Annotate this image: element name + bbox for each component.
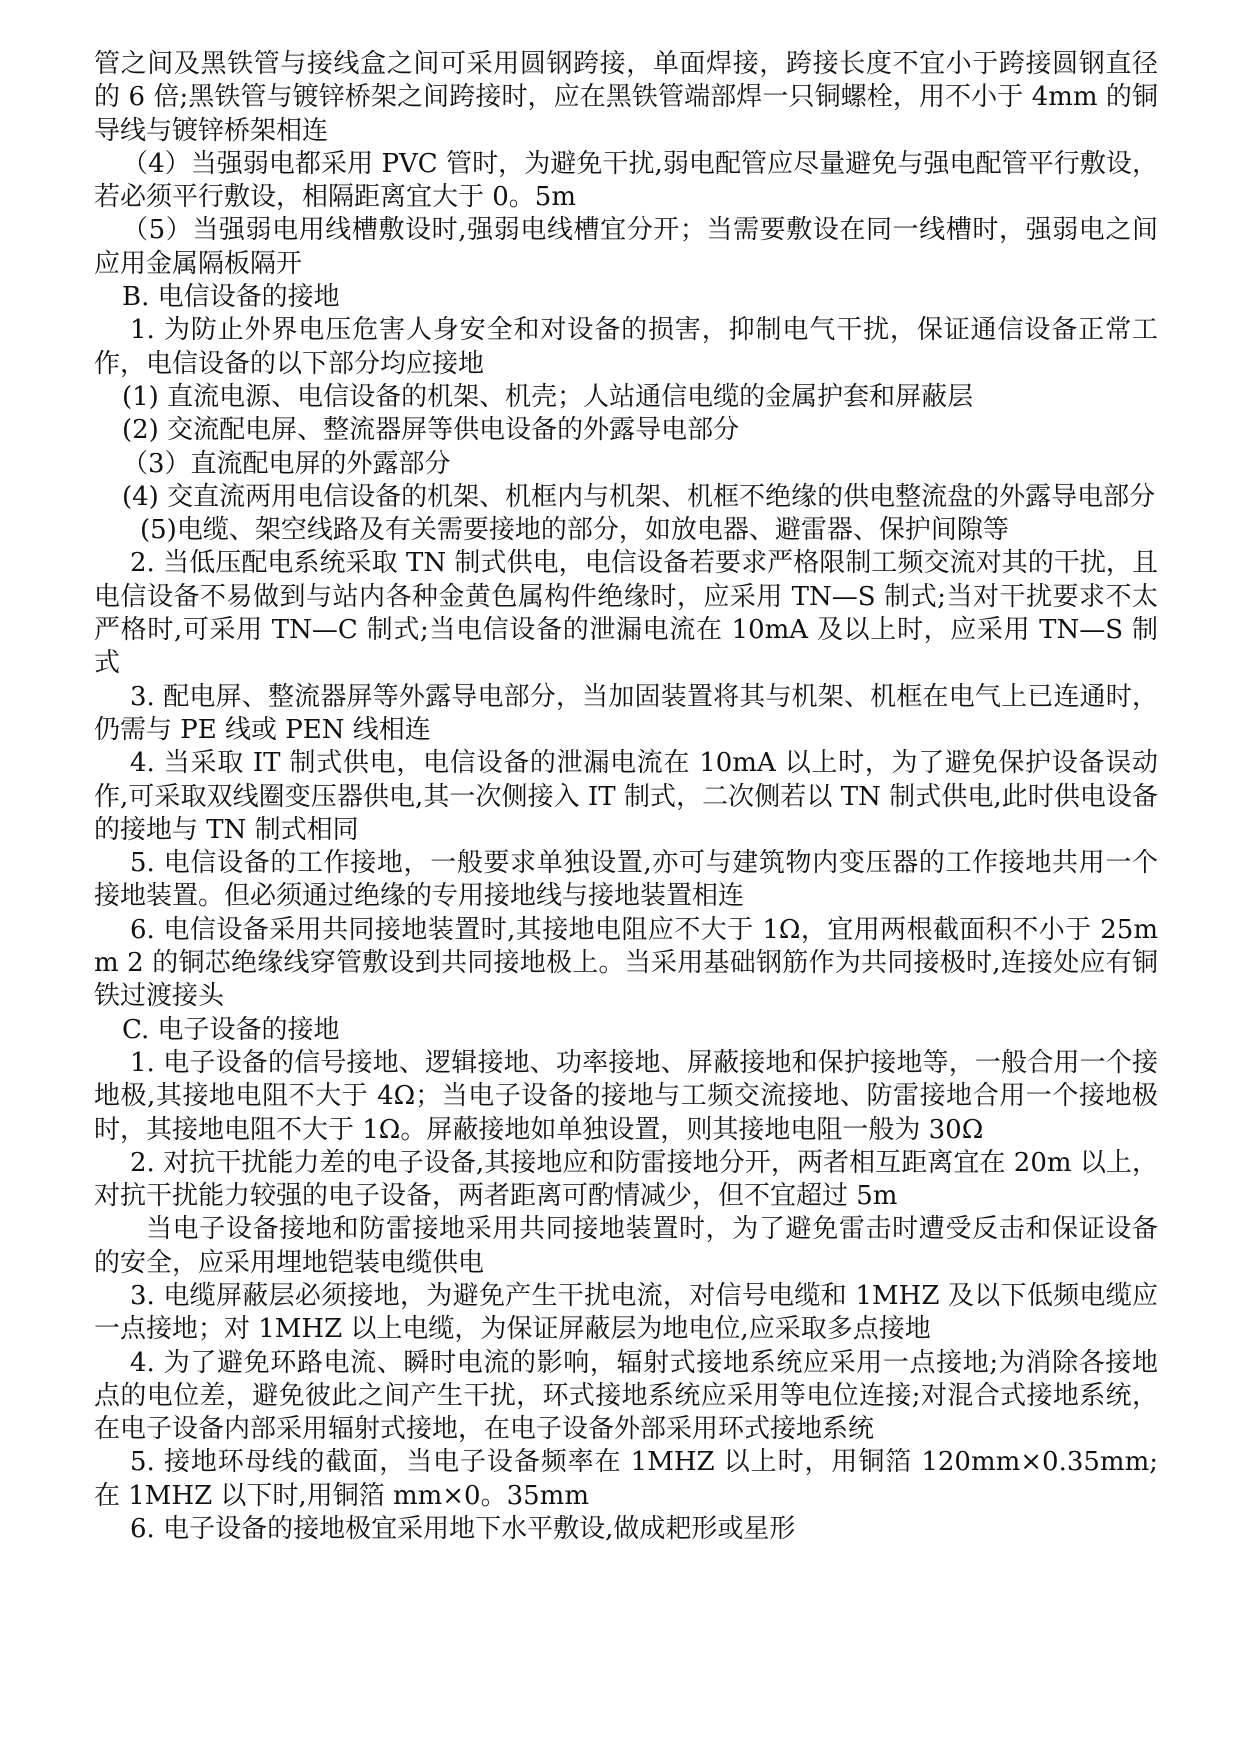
paragraph-c2: 2. 对抗干扰能力差的电子设备,其接地应和防雷接地分开，两者相互距离宜在 20m 以上，对抗干扰能力较强的电子设备，两者距离可酌情减少，但不宜超过 5m <box>94 1147 1158 1212</box>
document-page <box>94 48 1158 1546</box>
paragraph-b1-item-5: (5)电缆、架空线路及有关需要接地的部分，如放电器、避雷器、保护间隙等 <box>140 515 1009 546</box>
paragraph-c6: 6. 电子设备的接地极宜采用地下水平敷设,做成耙形或星形 <box>130 1514 796 1545</box>
paragraph-b6: 6. 电信设备采用共同接地装置时,其接地电阻应不大于 1Ω，宜用两根截面积不小于 25mm 2 的铜芯绝缘线穿管敷设到共同接地极上。当采用基础钢筋作为共同接极时,连接处应有铜铁过渡接头 <box>94 914 1158 1012</box>
paragraph-c1: 1. 电子设备的信号接地、逻辑接地、功率接地、屏蔽接地和保护接地等，一般合用一个接地极,其接地电阻不大于 4Ω；当电子设备的接地与工频交流接地、防雷接地合用一个接地极时，其接地电阻不大于 1Ω。屏蔽接地如单独设置，则其接地电阻一般为 30Ω <box>94 1047 1158 1145</box>
section-heading-b: B. 电信设备的接地 <box>122 282 340 313</box>
paragraph-steel-pipe-bonding: 管之间及黑铁管与接线盒之间可采用圆钢跨接，单面焊接，跨接长度不宜小于跨接圆钢直径的 6 倍;黑铁管与镀锌桥架之间跨接时，应在黑铁管端部焊一只铜螺栓，用不小于 4mm 的铜导线与镀锌桥架相连 <box>94 49 1158 146</box>
paragraph-c2-note: 当电子设备接地和防雷接地采用共同接地装置时，为了避免雷击时遭受反击和保证设备的安全，应采用埋地铠装电缆供电 <box>94 1214 1158 1278</box>
paragraph-c3: 3. 电缆屏蔽层必须接地，为避免产生干扰电流，对信号电缆和 1MHZ 及以下低频电缆应一点接地；对 1MHZ 以上电缆，为保证屏蔽层为地电位,应采取多点接地 <box>94 1280 1158 1345</box>
paragraph-c4: 4. 为了避免环路电流、瞬时电流的影响，辐射式接地系统应采用一点接地;为消除各接地点的电位差，避免彼此之间产生干扰，环式接地系统应采用等电位连接;对混合式接地系统，在电子设备内部采用辐射式接地，在电子设备外部采用环式接地系统 <box>94 1347 1158 1445</box>
paragraph-b1-item-2: (2) 交流配电屏、整流器屏等供电设备的外露导电部分 <box>122 415 740 446</box>
paragraph-b2: 2. 当低压配电系统采取 TN 制式供电，电信设备若要求严格限制工频交流对其的干扰，且电信设备不易做到与站内各种金黄色属构件绝缘时，应采用 TN—S 制式;当对干扰要求不太严格时,可采用 TN—C 制式;当电信设备的泄漏电流在 10mA 及以上时，应采用 TN—S 制式 <box>94 548 1158 679</box>
paragraph-item-4-pvc: （4）当强弱电都采用 PVC 管时，为避免干扰,弱电配管应尽量避免与强电配管平行敷设，若必须平行敷设，相隔距离宜大于 0。5m <box>94 148 1158 213</box>
paragraph-b1-item-4: (4) 交直流两用电信设备的机架、机框内与机架、机框不绝缘的供电整流盘的外露导电部分 <box>122 481 1156 512</box>
paragraph-b3: 3. 配电屏、整流器屏等外露导电部分，当加固装置将其与机架、机框在电气上已连通时，仍需与 PE 线或 PEN 线相连 <box>94 681 1158 745</box>
paragraph-b1-item-1: (1) 直流电源、电信设备的机架、机壳；人站通信电缆的金属护套和屏蔽层 <box>122 381 974 412</box>
paragraph-item-5-trunking: （5）当强弱电用线槽敷设时,强弱电线槽宜分开；当需要敷设在同一线槽时，强弱电之间应用金属隔板隔开 <box>94 215 1158 279</box>
paragraph-b1-item-3: （3）直流配电屏的外露部分 <box>122 448 451 479</box>
section-heading-c: C. 电子设备的接地 <box>122 1014 340 1045</box>
paragraph-c5: 5. 接地环母线的截面，当电子设备频率在 1MHZ 以上时，用铜箔 120mm×0.35mm;在 1MHZ 以下时,用铜箔 mm×0。35mm <box>94 1447 1158 1511</box>
paragraph-b1: 1. 为防止外界电压危害人身安全和对设备的损害，抑制电气干扰，保证通信设备正常工作，电信设备的以下部分均应接地 <box>94 315 1158 379</box>
paragraph-b5: 5. 电信设备的工作接地，一般要求单独设置,亦可与建筑物内变压器的工作接地共用一个接地装置。但必须通过绝缘的专用接地线与接地装置相连 <box>94 848 1158 912</box>
paragraph-b4: 4. 当采取 IT 制式供电，电信设备的泄漏电流在 10mA 以上时，为了避免保护设备误动作,可采取双线圈变压器供电,其一次侧接入 IT 制式，二次侧若以 TN 制式供电,此时供电设备的接地与 TN 制式相同 <box>94 748 1158 845</box>
